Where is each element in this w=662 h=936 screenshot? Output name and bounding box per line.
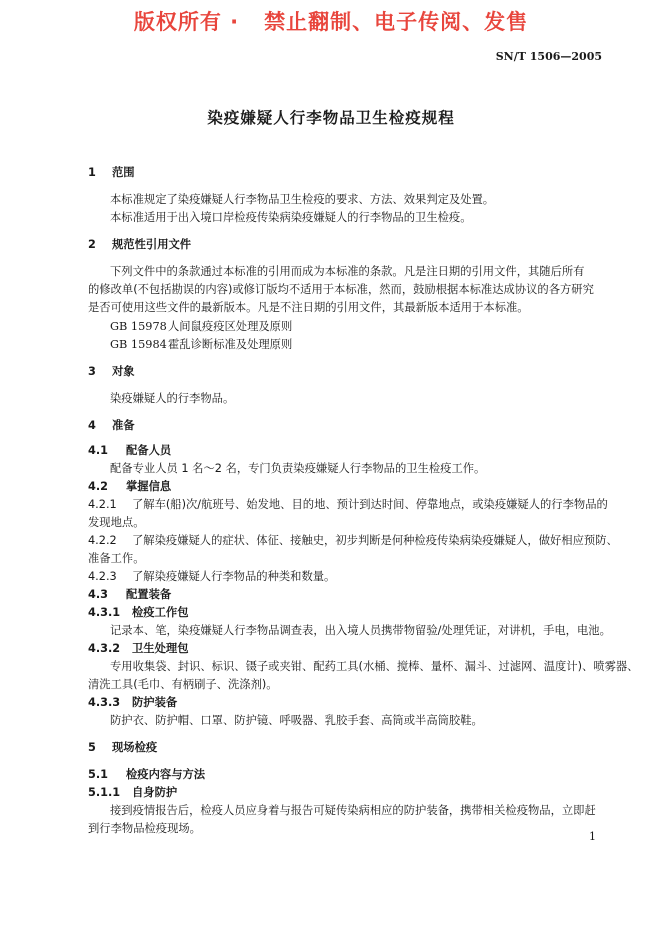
reference-item: GB 15978人间鼠疫疫区处理及原则 <box>110 320 293 333</box>
paragraph: 到行李物品检疫现场。 <box>88 822 201 835</box>
paragraph: 本标准适用于出入境口岸检疫传染病染疫嫌疑人的行李物品的卫生检疫。 <box>110 211 472 224</box>
subsection-heading: 4.3 配置装备 <box>88 588 172 601</box>
clause-heading: 5.1.1 自身防护 <box>88 786 178 799</box>
section-4-heading: 4 准备 <box>88 419 135 432</box>
paragraph: 记录本、笔，染疫嫌疑人行李物品调查表，出入境人员携带物留验/处理凭证，对讲机，手电，电池。 <box>110 624 611 637</box>
paragraph: 准备工作。 <box>88 552 145 565</box>
document-title: 染疫嫌疑人行李物品卫生检疫规程 <box>207 109 455 127</box>
paragraph: 下列文件中的条款通过本标准的引用而成为本标准的条款。凡是注日期的引用文件，其随后所有 <box>110 265 585 278</box>
clause-heading: 4.3.1 检疫工作包 <box>88 606 189 619</box>
subsection-heading: 4.2 掌握信息 <box>88 480 172 493</box>
clause-heading: 4.3.3 防护装备 <box>88 696 178 709</box>
clause: 4.2.2 了解染疫嫌疑人的症状、体征、接触史，初步判断是何种检疫传染病染疫嫌疑人，做好相应预防、 <box>88 534 618 547</box>
clause-heading: 4.3.2 卫生处理包 <box>88 642 189 655</box>
paragraph: 配备专业人员 1 名～2 名，专门负责染疫嫌疑人行李物品的卫生检疫工作。 <box>110 462 486 475</box>
paragraph: 接到疫情报告后，检疫人员应身着与报告可疑传染病相应的防护装备，携带相关检疫物品，立即赶 <box>110 804 596 817</box>
paragraph: 清洗工具(毛巾、有柄刷子、洗涤剂)。 <box>88 678 278 691</box>
section-5-heading: 5 现场检疫 <box>88 741 158 754</box>
clause: 4.2.1 了解车(船)次/航班号、始发地、目的地、预计到达时间、停靠地点，或染疫嫌疑人的行李物品的 <box>88 498 608 511</box>
paragraph: 专用收集袋、封识、标识、镊子或夹钳、配药工具(水桶、搅棒、量杯、漏斗、过滤网、温度计)、喷雾器、 <box>110 660 639 673</box>
section-3-heading: 3 对象 <box>88 365 135 378</box>
paragraph: 是否可使用这些文件的最新版本。凡是不注日期的引用文件，其最新版本适用于本标准。 <box>88 301 529 314</box>
clause: 4.2.3 了解染疫嫌疑人行李物品的种类和数量。 <box>88 570 336 583</box>
copyright-watermark: 版权所有 · 禁止翻制、电子传阅、发售 <box>133 10 529 34</box>
subsection-heading: 5.1 检疫内容与方法 <box>88 768 206 781</box>
paragraph: 防护衣、防护帽、口罩、防护镜、呼吸器、乳胶手套、高筒或半高筒胶鞋。 <box>110 714 483 727</box>
standard-code: SN/T 1506—2005 <box>495 50 602 63</box>
reference-item: GB 15984霍乱诊断标准及处理原则 <box>110 338 293 351</box>
paragraph: 的修改单(不包括勘误的内容)或修订版均不适用于本标准，然而，鼓励根据本标准达成协议的各方研究 <box>88 283 594 296</box>
subsection-heading: 4.1 配备人员 <box>88 444 172 457</box>
section-2-heading: 2 规范性引用文件 <box>88 238 192 251</box>
paragraph: 发现地点。 <box>88 516 145 529</box>
paragraph: 本标准规定了染疫嫌疑人行李物品卫生检疫的要求、方法、效果判定及处置。 <box>110 193 495 206</box>
section-1-heading: 1 范围 <box>88 166 135 179</box>
paragraph: 染疫嫌疑人的行李物品。 <box>110 392 235 405</box>
page-number: 1 <box>589 830 596 843</box>
